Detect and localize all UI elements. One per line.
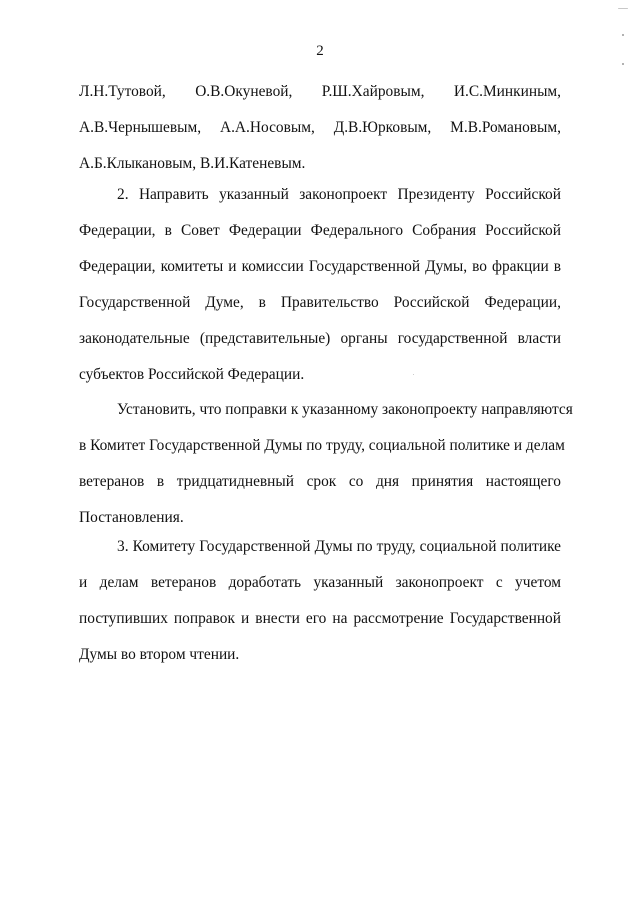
- scan-mark: [622, 63, 624, 65]
- text-line: законодательные (представительные) органы государственной власти: [79, 330, 561, 347]
- text-line: Постановления.: [79, 509, 184, 526]
- names-block: [79, 74, 561, 182]
- text-line: Установить, что поправки к указанному законопроекту направляются: [117, 401, 573, 418]
- text-line: А.Б.Клыкановым, В.И.Катеневым.: [79, 155, 306, 172]
- text-line: и делам ветеранов доработать указанный законопроект с учетом: [79, 574, 561, 591]
- text-line: в Комитет Государственной Думы по труду, социальной политике и делам: [79, 437, 565, 454]
- paragraph-amendments: [79, 392, 573, 536]
- text-line: субъектов Российской Федерации.: [79, 366, 305, 383]
- text-line: поступивших поправок и внести его на рассмотрение Государственной: [79, 610, 561, 627]
- paragraph-send-bill: [79, 177, 561, 393]
- text-line: Л.Н.Тутовой, О.В.Окуневой, Р.Ш.Хайровым, И.С.Минкиным,: [79, 83, 561, 100]
- text-line: Думы во втором чтении.: [79, 646, 240, 663]
- text-line: А.В.Чернышевым, А.А.Носовым, Д.В.Юрковым, М.В.Романовым,: [79, 119, 561, 136]
- paragraph-committee-task: [79, 529, 561, 673]
- text-line: ветеранов в тридцатидневный срок со дня принятия настоящего: [79, 473, 561, 490]
- text-line: Федерации, комитеты и комиссии Государственной Думы, во фракции в: [79, 258, 561, 275]
- scan-mark: [618, 8, 628, 9]
- text-line: Федерации, в Совет Федерации Федерального Собрания Российской: [79, 222, 561, 239]
- text-line: 3. Комитету Государственной Думы по труду, социальной политике: [117, 538, 561, 555]
- scan-mark: [622, 34, 624, 36]
- text-line: 2. Направить указанный законопроект Президенту Российской: [117, 186, 561, 203]
- page-number: 2: [316, 43, 324, 59]
- text-line: Государственной Думе, в Правительство Российской Федерации,: [79, 294, 561, 311]
